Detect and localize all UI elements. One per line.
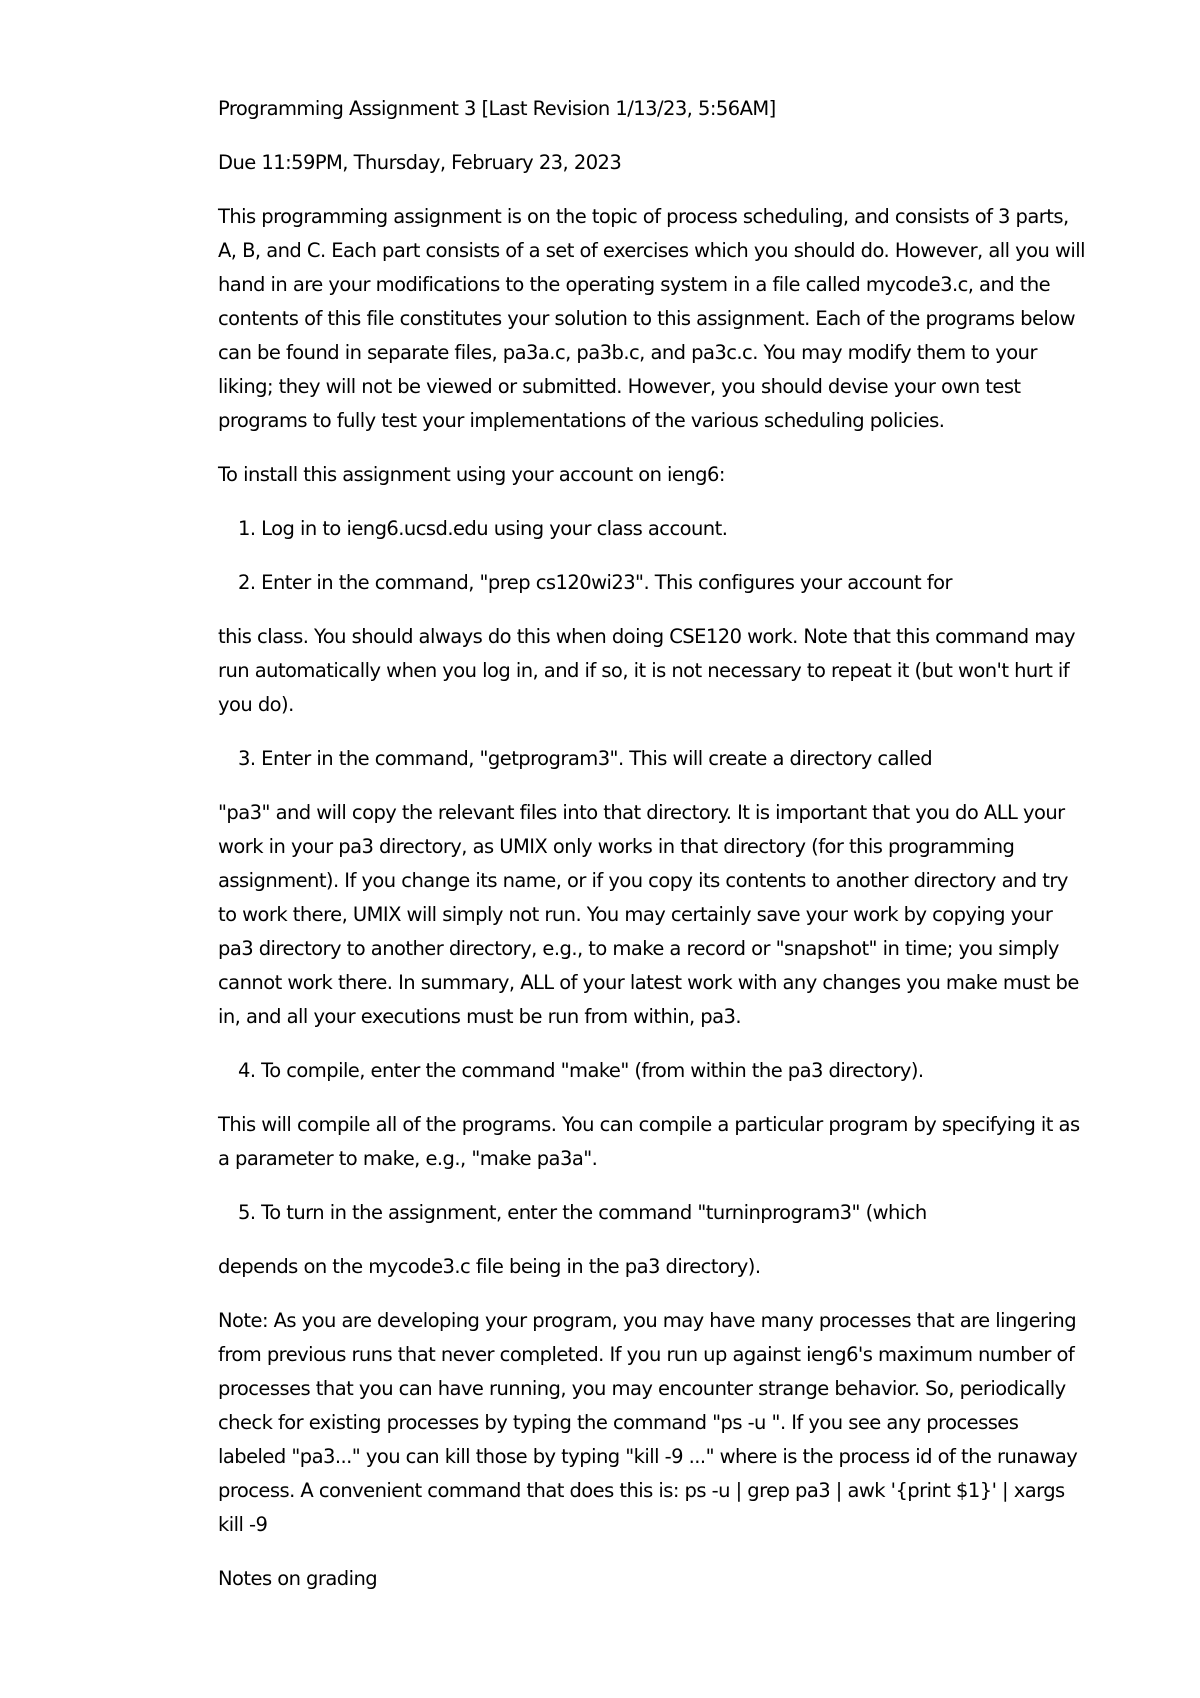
step-text: To compile, enter the command "make" (from within the pa3 directory). xyxy=(261,1059,924,1082)
step-text: Enter in the command, "prep cs120wi23". This configures your account for xyxy=(261,571,952,594)
install-heading: To install this assignment using your account on ieng6: xyxy=(218,463,725,486)
step-text: Log in to ieng6.ucsd.edu using your class account. xyxy=(261,517,728,540)
step-text: Enter in the command, "getprogram3". This will create a directory called xyxy=(261,747,933,770)
note-paragraph: Note: As you are developing your program, you may have many processes that are lingering from previous runs that never completed. If you run up against ieng6's maximum number of processes that you can have running, you may encounter strange behavior. So, periodically check for existing processes by typing the command "ps -u ". If you see any processes labeled "pa3..." you can kill those by typing "kill -9 ..." where is the process id of the runaway process. A convenient command that does this is: ps -u | grep pa3 | awk '{print $1}' | xargs kill -9 xyxy=(218,1309,1078,1536)
step-4-continuation: This will compile all of the programs. You can compile a particular program by specifying it as a parameter to make, e.g., "make pa3a". xyxy=(218,1113,1080,1170)
due-date: Due 11:59PM, Thursday, February 23, 2023 xyxy=(218,151,622,174)
step-text: To turn in the assignment, enter the command "turninprogram3" (which xyxy=(261,1201,927,1224)
step-number: 3. xyxy=(238,747,256,770)
list-item-step-4 xyxy=(218,1054,1088,1088)
list-item-step-2 xyxy=(218,566,1088,600)
step-number: 1. xyxy=(238,517,256,540)
document-title: Programming Assignment 3 [Last Revision 1/13/23, 5:56AM] xyxy=(218,97,776,120)
document-page xyxy=(218,92,1088,1616)
step-3-continuation: "pa3" and will copy the relevant files into that directory. It is important that you do ALL your work in your pa3 directory, as UMIX only works in that directory (for this programming assignment). If you change its name, or if you copy its contents to another directory and try to work there, UMIX will simply not run. You may certainly save your work by copying your pa3 directory to another directory, e.g., to make a record or "snapshot" in time; you simply cannot work there. In summary, ALL of your latest work with any changes you make must be in, and all your executions must be run from within, pa3. xyxy=(218,801,1079,1028)
step-number: 5. xyxy=(238,1201,256,1224)
intro-paragraph: This programming assignment is on the topic of process scheduling, and consists of 3 parts, A, B, and C. Each part consists of a set of exercises which you should do. However, all you will hand in are your modifications to the operating system in a file called mycode3.c, and the contents of this file constitutes your solution to this assignment. Each of the programs below can be found in separate files, pa3a.c, pa3b.c, and pa3c.c. You may modify them to your liking; they will not be viewed or submitted. However, you should devise your own test programs to fully test your implementations of the various scheduling policies. xyxy=(218,205,1085,432)
step-number: 2. xyxy=(238,571,256,594)
list-item-step-1 xyxy=(218,512,1088,546)
list-item-step-3 xyxy=(218,742,1088,776)
step-5-continuation: depends on the mycode3.c file being in the pa3 directory). xyxy=(218,1255,761,1278)
list-item-step-5 xyxy=(218,1196,1088,1230)
grading-heading: Notes on grading xyxy=(218,1567,378,1590)
step-number: 4. xyxy=(238,1059,256,1082)
step-2-continuation: this class. You should always do this when doing CSE120 work. Note that this command may run automatically when you log in, and if so, it is not necessary to repeat it (but won't hurt if you do). xyxy=(218,625,1076,716)
